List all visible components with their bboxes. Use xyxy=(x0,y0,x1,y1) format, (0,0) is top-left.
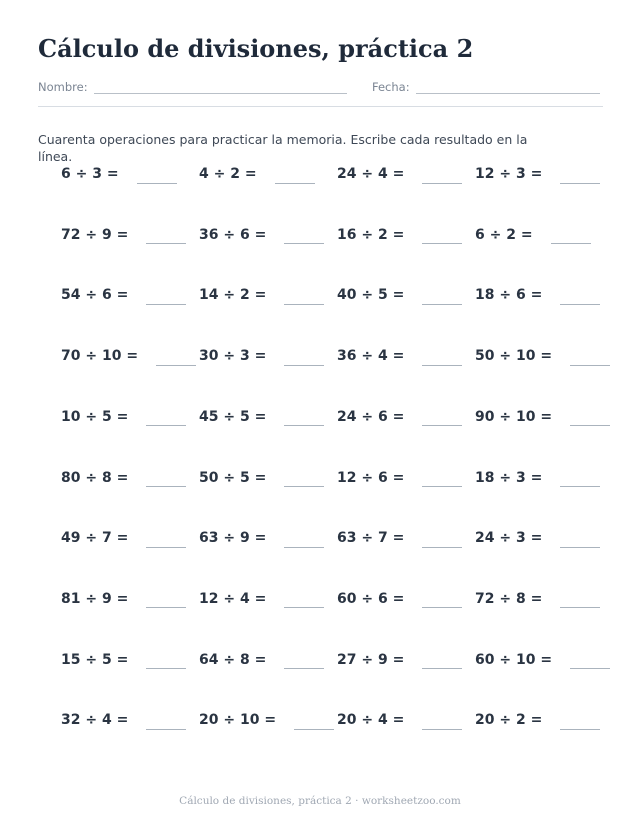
answer-line[interactable] xyxy=(422,183,462,184)
answer-line[interactable] xyxy=(275,183,315,184)
problem-expression: 32 ÷ 4 = xyxy=(61,712,129,729)
date-field[interactable] xyxy=(372,80,600,94)
problem-expression: 60 ÷ 6 = xyxy=(337,590,405,607)
problem-item xyxy=(199,708,334,732)
answer-line[interactable] xyxy=(422,243,462,244)
problem-item xyxy=(337,344,462,368)
problem-item xyxy=(475,405,610,429)
problem-item xyxy=(199,162,315,186)
problem-item xyxy=(199,587,324,611)
answer-line[interactable] xyxy=(146,243,186,244)
problem-expression: 54 ÷ 6 = xyxy=(61,287,129,304)
problem-item xyxy=(475,283,600,307)
name-field[interactable] xyxy=(38,80,347,94)
problem-item xyxy=(61,283,186,307)
problem-item xyxy=(199,283,324,307)
problem-expression: 64 ÷ 8 = xyxy=(199,651,267,668)
answer-line[interactable] xyxy=(560,486,600,487)
problem-expression: 15 ÷ 5 = xyxy=(61,651,129,668)
problem-expression: 24 ÷ 4 = xyxy=(337,166,405,182)
problem-expression: 20 ÷ 4 = xyxy=(337,712,405,729)
answer-line[interactable] xyxy=(284,425,324,426)
answer-line[interactable] xyxy=(294,729,334,730)
answer-line[interactable] xyxy=(284,365,324,366)
answer-line[interactable] xyxy=(560,304,600,305)
problem-expression: 80 ÷ 8 = xyxy=(61,469,129,486)
answer-line[interactable] xyxy=(146,304,186,305)
problem-item xyxy=(337,283,462,307)
answer-line[interactable] xyxy=(137,183,177,184)
problem-expression: 72 ÷ 8 = xyxy=(475,590,543,607)
answer-line[interactable] xyxy=(284,668,324,669)
problem-item xyxy=(475,223,591,247)
problem-expression: 63 ÷ 9 = xyxy=(199,530,267,547)
answer-line[interactable] xyxy=(284,486,324,487)
name-label: Nombre: xyxy=(38,80,88,94)
problem-expression: 50 ÷ 10 = xyxy=(475,348,553,365)
problem-item xyxy=(61,223,186,247)
problem-item xyxy=(61,708,186,732)
problem-expression: 16 ÷ 2 = xyxy=(337,226,405,243)
answer-line[interactable] xyxy=(146,547,186,548)
answer-line[interactable] xyxy=(146,729,186,730)
date-label: Fecha: xyxy=(372,80,410,94)
problem-item xyxy=(475,344,610,368)
problem-item xyxy=(61,162,177,186)
answer-line[interactable] xyxy=(146,425,186,426)
problem-item xyxy=(475,587,600,611)
header-fields xyxy=(38,80,603,107)
problem-item xyxy=(475,466,600,490)
problem-expression: 36 ÷ 6 = xyxy=(199,226,267,243)
answer-line[interactable] xyxy=(146,486,186,487)
problem-item xyxy=(337,466,462,490)
problem-item xyxy=(337,405,462,429)
answer-line[interactable] xyxy=(422,486,462,487)
problem-expression: 18 ÷ 6 = xyxy=(475,287,543,304)
problem-expression: 30 ÷ 3 = xyxy=(199,348,267,365)
answer-line[interactable] xyxy=(422,304,462,305)
problem-item xyxy=(61,587,186,611)
problem-item xyxy=(61,648,186,672)
problem-expression: 12 ÷ 6 = xyxy=(337,469,405,486)
answer-line[interactable] xyxy=(156,365,196,366)
answer-line[interactable] xyxy=(422,547,462,548)
problem-expression: 18 ÷ 3 = xyxy=(475,469,543,486)
answer-line[interactable] xyxy=(146,607,186,608)
problem-item xyxy=(475,708,600,732)
answer-line[interactable] xyxy=(560,183,600,184)
problem-item xyxy=(337,648,462,672)
answer-line[interactable] xyxy=(422,607,462,608)
problem-item xyxy=(475,162,600,186)
problem-item xyxy=(199,648,324,672)
problem-expression: 63 ÷ 7 = xyxy=(337,530,405,547)
problem-item xyxy=(199,223,324,247)
problem-expression: 70 ÷ 10 = xyxy=(61,348,139,365)
problem-expression: 20 ÷ 10 = xyxy=(199,712,277,729)
problem-expression: 24 ÷ 6 = xyxy=(337,408,405,425)
answer-line[interactable] xyxy=(560,729,600,730)
answer-line[interactable] xyxy=(284,607,324,608)
problem-expression: 6 ÷ 2 = xyxy=(475,226,533,243)
problem-expression: 81 ÷ 9 = xyxy=(61,590,129,607)
problem-expression: 90 ÷ 10 = xyxy=(475,408,553,425)
answer-line[interactable] xyxy=(422,365,462,366)
problem-expression: 4 ÷ 2 = xyxy=(199,166,257,182)
footer: Cálculo de divisiones, práctica 2 · worksheetzoo.com xyxy=(179,795,461,807)
answer-line[interactable] xyxy=(422,668,462,669)
problem-item xyxy=(337,587,462,611)
problem-item xyxy=(337,162,462,186)
answer-line[interactable] xyxy=(560,607,600,608)
page-title: Cálculo de divisiones, práctica 2 xyxy=(38,34,474,63)
problem-item xyxy=(61,526,186,550)
problem-item xyxy=(61,405,186,429)
problem-grid xyxy=(61,162,621,742)
problem-expression: 20 ÷ 2 = xyxy=(475,712,543,729)
problem-expression: 36 ÷ 4 = xyxy=(337,348,405,365)
answer-line[interactable] xyxy=(570,365,610,366)
answer-line[interactable] xyxy=(284,243,324,244)
problem-item xyxy=(475,526,600,550)
problem-item xyxy=(337,526,462,550)
problem-expression: 14 ÷ 2 = xyxy=(199,287,267,304)
problem-expression: 40 ÷ 5 = xyxy=(337,287,405,304)
answer-line[interactable] xyxy=(560,547,600,548)
answer-line[interactable] xyxy=(570,425,610,426)
problem-item xyxy=(475,648,610,672)
problem-item xyxy=(199,405,324,429)
problem-item xyxy=(199,526,324,550)
problem-expression: 49 ÷ 7 = xyxy=(61,530,129,547)
problem-expression: 12 ÷ 3 = xyxy=(475,166,543,182)
answer-line[interactable] xyxy=(570,668,610,669)
problem-expression: 12 ÷ 4 = xyxy=(199,590,267,607)
instructions: Cuarenta operaciones para practicar la memoria. Escribe cada resultado en la línea. xyxy=(38,131,528,164)
answer-line[interactable] xyxy=(284,547,324,548)
problem-expression: 72 ÷ 9 = xyxy=(61,226,129,243)
problem-item xyxy=(199,466,324,490)
answer-line[interactable] xyxy=(422,425,462,426)
problem-expression: 6 ÷ 3 = xyxy=(61,166,119,182)
answer-line[interactable] xyxy=(422,729,462,730)
problem-item xyxy=(337,708,462,732)
name-line[interactable] xyxy=(94,80,347,94)
problem-expression: 50 ÷ 5 = xyxy=(199,469,267,486)
problem-expression: 27 ÷ 9 = xyxy=(337,651,405,668)
answer-line[interactable] xyxy=(146,668,186,669)
problem-item xyxy=(61,466,186,490)
problem-expression: 24 ÷ 3 = xyxy=(475,530,543,547)
problem-expression: 60 ÷ 10 = xyxy=(475,651,553,668)
problem-expression: 10 ÷ 5 = xyxy=(61,408,129,425)
answer-line[interactable] xyxy=(284,304,324,305)
problem-expression: 45 ÷ 5 = xyxy=(199,408,267,425)
problem-item xyxy=(61,344,196,368)
problem-item xyxy=(199,344,324,368)
problem-item xyxy=(337,223,462,247)
date-line[interactable] xyxy=(416,80,600,94)
answer-line[interactable] xyxy=(551,243,591,244)
